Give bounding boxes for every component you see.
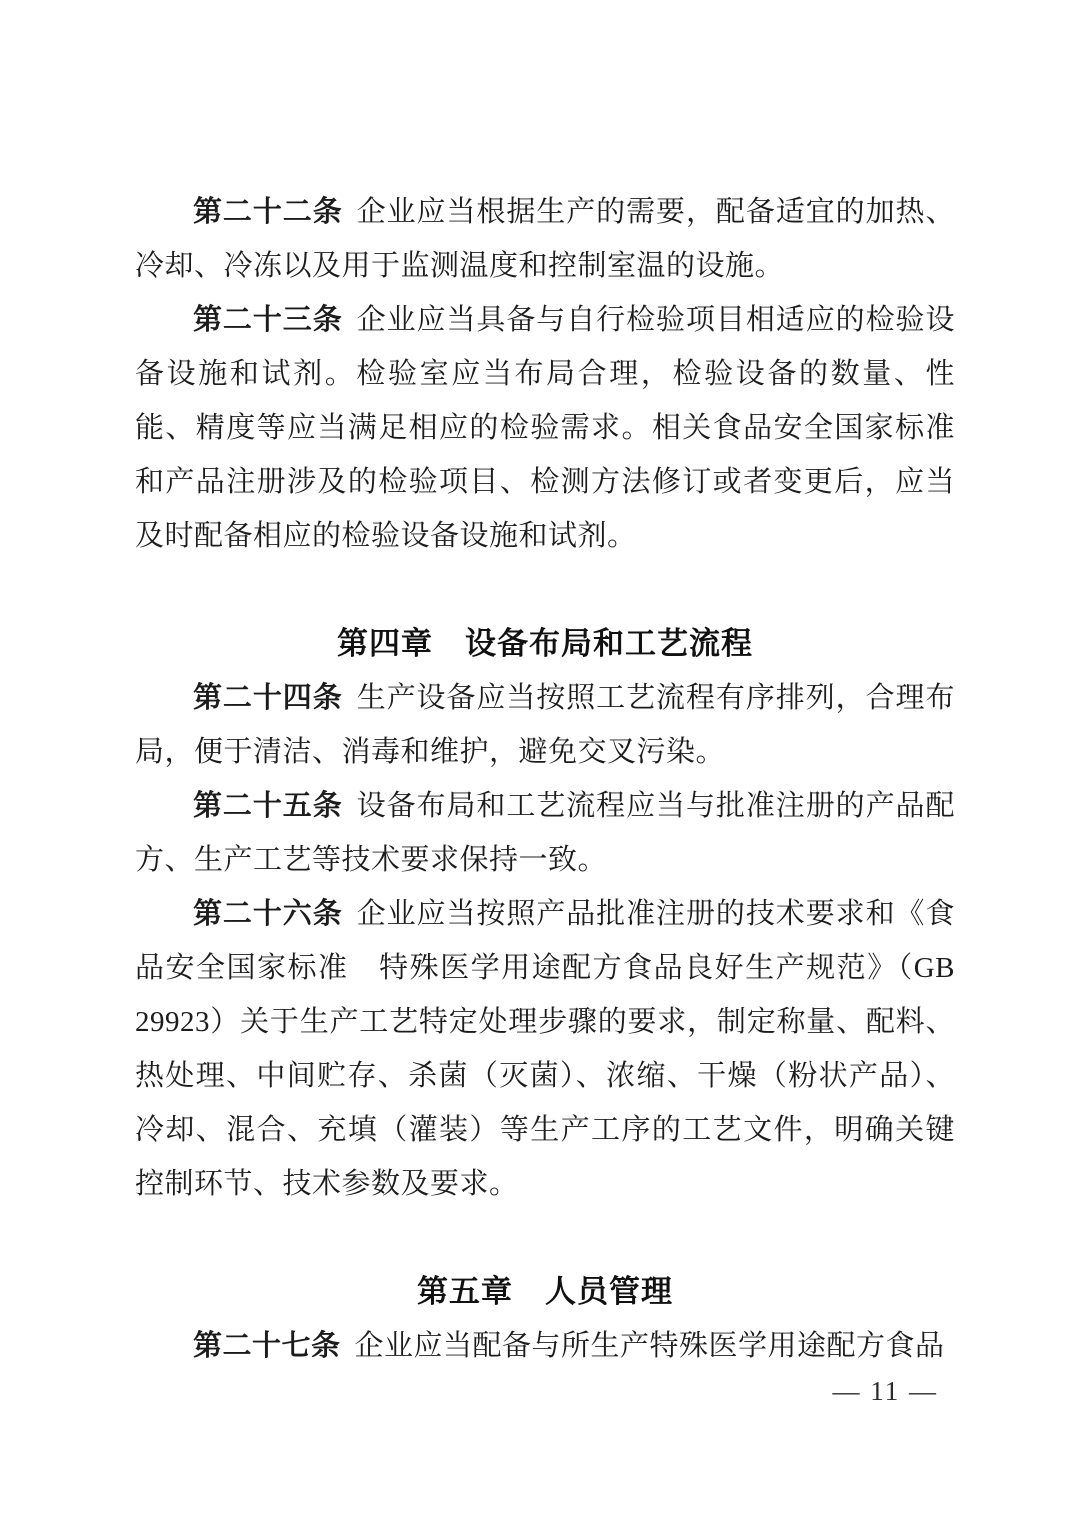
chapter-heading: 第五章 人员管理 [417,1274,673,1309]
article-text: 企业应当配备与所生产特殊医学用途配方食品 [354,1330,945,1362]
paragraph [135,779,955,887]
chapter-heading: 第四章 设备布局和工艺流程 [337,626,753,661]
paragraph [135,671,955,779]
page-number: — 11 — [832,1376,938,1406]
article-number: 第二十六条 [193,898,343,930]
article-text: 企业应当具备与自行检验项目相适应的检验设备设施和试剂。检验室应当布局合理，检验设备的数量、性能、精度等应当满足相应的检验需求。相关食品安全国家标准和产品注册涉及的检验项目、检测方法修订或者变更后，应当及时配备相应的检验设备设施和试剂。 [135,304,955,552]
article-number: 第二十五条 [193,790,343,822]
article-number: 第二十四条 [193,682,343,714]
article-text: 设备布局和工艺流程应当与批准注册的产品配方、生产工艺等技术要求保持一致。 [135,790,955,876]
paragraph [135,185,955,293]
paragraph [135,1319,955,1373]
article-text: 生产设备应当按照工艺流程有序排列，合理布局，便于清洁、消毒和维护，避免交叉污染。 [135,682,955,768]
article-number: 第二十二条 [193,196,343,228]
article-text: 企业应当根据生产的需要，配备适宜的加热、冷却、冷冻以及用于监测温度和控制室温的设施。 [135,196,955,282]
article-text: 企业应当按照产品批准注册的技术要求和《食品安全国家标准 特殊医学用途配方食品良好生产规范》（GB 29923）关于生产工艺特定处理步骤的要求，制定称量、配料、热处理、中间贮存、杀菌（灭菌）、浓缩、干燥（粉状产品）、冷却、混合、充填（灌装）等生产工序的工艺文件，明确关键控制环节、技术参数及要求。 [135,898,955,1200]
page-content [135,185,955,1373]
article-number: 第二十三条 [193,304,343,336]
article-number: 第二十七条 [193,1330,341,1362]
paragraph [135,887,955,1211]
paragraph [135,293,955,563]
